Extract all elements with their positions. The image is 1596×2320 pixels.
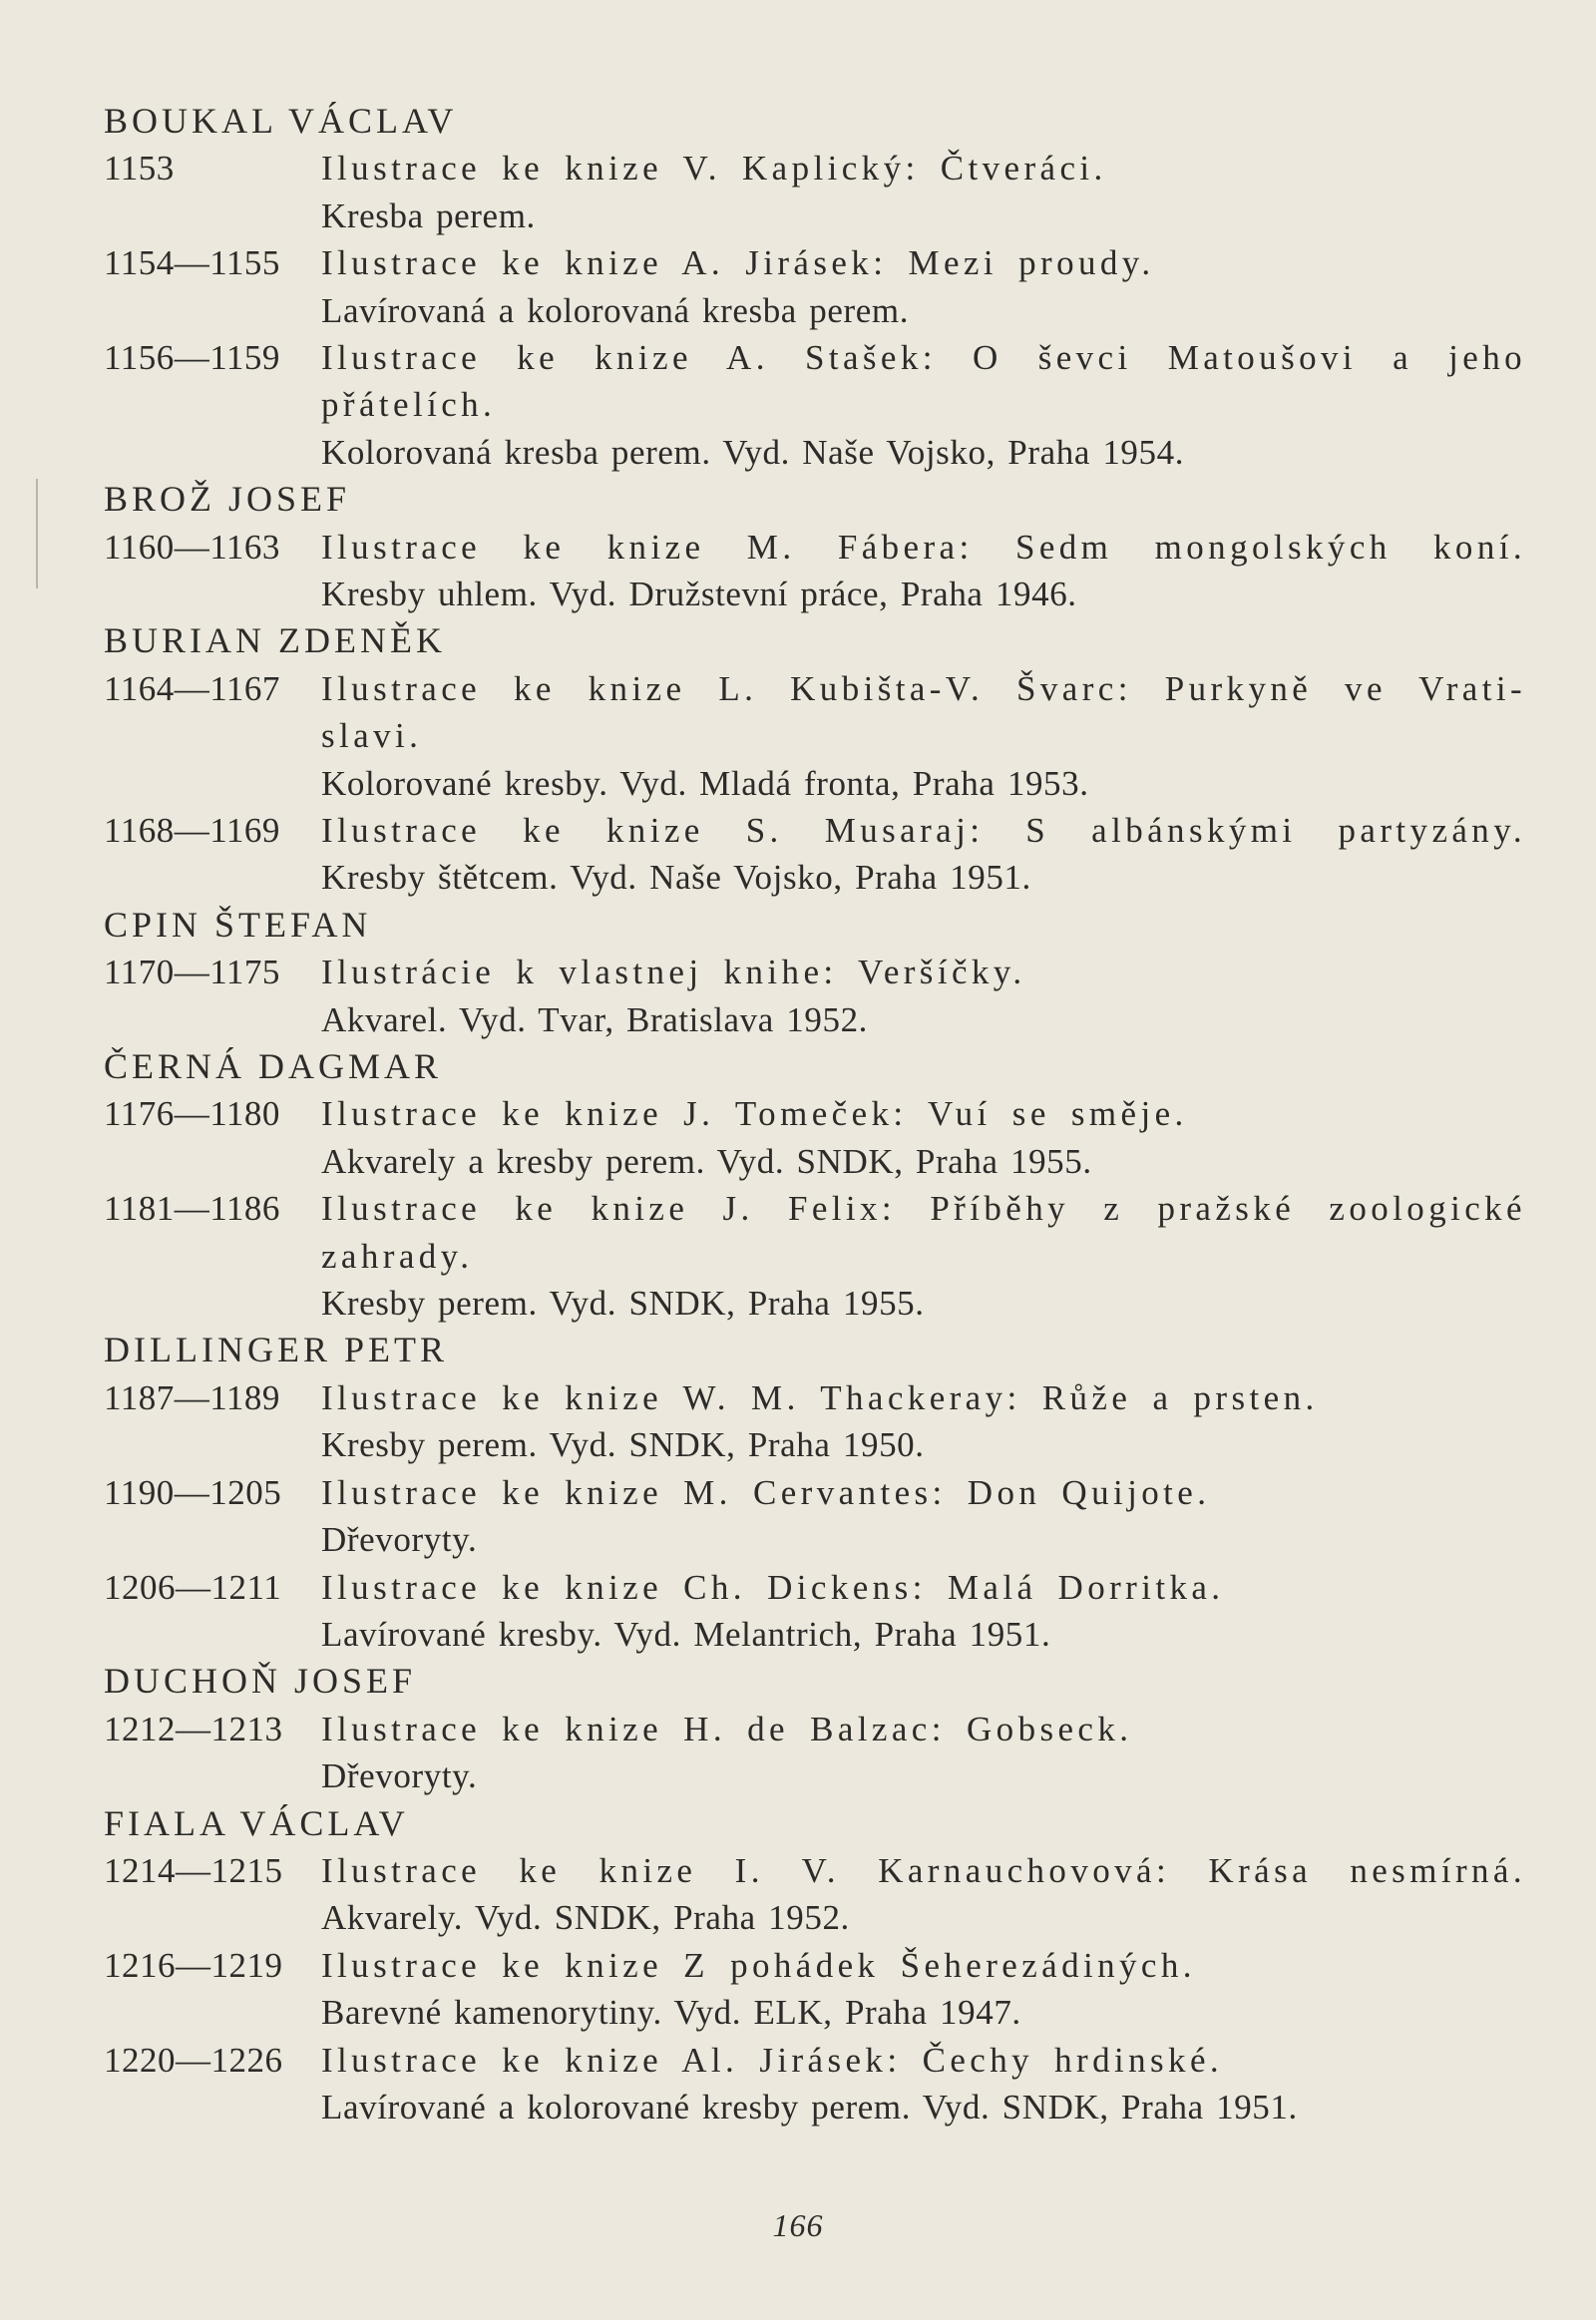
catalog-entry <box>104 2037 1526 2131</box>
entry-description: Kresba perem. <box>321 195 536 235</box>
entry-number: 1168—1169 <box>104 811 280 851</box>
catalog-entry <box>104 1185 1526 1327</box>
entry-text <box>321 1847 1526 1942</box>
entry-text <box>321 1942 1526 2037</box>
entry-title: Ilustrace ke knize S. Musaraj: S albánskými partyzány. <box>321 811 1526 851</box>
artist-section <box>104 617 1526 901</box>
entry-description: Kresby perem. Vyd. SNDK, Praha 1955. <box>321 1284 925 1324</box>
catalog-entry <box>104 145 1526 239</box>
entry-text <box>321 1374 1526 1469</box>
entry-description: Akvarely a kresby perem. Vyd. SNDK, Praha 1955. <box>321 1141 1092 1181</box>
entry-description: Lavírované a kolorované kresby perem. Vyd. SNDK, Praha 1951. <box>321 2087 1298 2127</box>
entry-number: 1212—1213 <box>104 1709 283 1748</box>
entry-text <box>321 145 1526 239</box>
entry-title-continuation: zahrady. <box>321 1236 474 1276</box>
entry-number: 1153 <box>104 149 175 189</box>
entry-number: 1176—1180 <box>104 1094 280 1134</box>
entry-number: 1181—1186 <box>104 1189 280 1229</box>
entry-number: 1170—1175 <box>104 953 280 992</box>
entry-title: Ilustrace ke knize M. Cervantes: Don Quijote. <box>321 1472 1211 1512</box>
entry-description: Kresby perem. Vyd. SNDK, Praha 1950. <box>321 1425 925 1465</box>
entry-title: Ilustrace ke knize Al. Jirásek: Čechy hrdinské. <box>321 2040 1224 2080</box>
catalog-entry <box>104 239 1526 334</box>
entry-number: 1220—1226 <box>104 2040 283 2080</box>
entry-title: Ilustrace ke knize L. Kubišta-V. Švarc: Purkyně ve Vrati- <box>321 668 1526 708</box>
entry-description: Dřevoryty. <box>321 1756 478 1796</box>
entry-number: 1164—1167 <box>104 668 280 708</box>
artist-name: ČERNÁ DAGMAR <box>104 1046 443 1087</box>
entry-number: 1154—1155 <box>104 243 280 283</box>
catalog-entry <box>104 1564 1526 1659</box>
entry-text <box>321 665 1526 807</box>
entry-title-continuation: přátelích. <box>321 385 497 425</box>
entry-description: Kolorované kresby. Vyd. Mladá fronta, Praha 1953. <box>321 763 1089 803</box>
artist-section <box>104 476 1526 617</box>
catalog-entry <box>104 334 1526 476</box>
entry-text <box>321 334 1526 476</box>
entry-description: Barevné kamenorytiny. Vyd. ELK, Praha 1947. <box>321 1993 1021 2033</box>
artist-name: DUCHOŇ JOSEF <box>104 1661 417 1702</box>
artist-name: BOUKAL VÁCLAV <box>104 101 458 141</box>
artist-section <box>104 1043 1526 1327</box>
entry-text <box>321 1469 1526 1564</box>
artist-section <box>104 902 1526 1043</box>
artist-name: CPIN ŠTEFAN <box>104 904 372 945</box>
artist-name: BROŽ JOSEF <box>104 479 351 520</box>
artist-section <box>104 1658 1526 1799</box>
entry-text <box>321 1706 1526 1800</box>
entry-number: 1160—1163 <box>104 527 280 567</box>
entry-title: Ilustrace ke knize M. Fábera: Sedm mongolských koní. <box>321 527 1526 567</box>
entry-number: 1216—1219 <box>104 1945 283 1985</box>
catalog-entry <box>104 1847 1526 1942</box>
entry-title: Ilustrace ke knize Ch. Dickens: Malá Dorritka. <box>321 1567 1225 1607</box>
entry-description: Kolorovaná kresba perem. Vyd. Naše Vojsko, Praha 1954. <box>321 432 1185 472</box>
entry-title: Ilustrace ke knize A. Jirásek: Mezi proudy. <box>321 243 1155 283</box>
entry-text <box>321 807 1526 902</box>
artist-name: BURIAN ZDENĚK <box>104 620 446 661</box>
entry-title: Ilustrace ke knize Z pohádek Šeherezádiných. <box>321 1945 1196 1985</box>
entry-text <box>321 1090 1526 1185</box>
entry-number: 1190—1205 <box>104 1472 282 1512</box>
entry-number: 1187—1189 <box>104 1377 280 1417</box>
entry-title: Ilustrace ke knize V. Kaplický: Čtveráci. <box>321 149 1107 189</box>
artist-name: DILLINGER PETR <box>104 1330 448 1370</box>
artist-name: FIALA VÁCLAV <box>104 1802 409 1843</box>
entry-description: Lavírovaná a kolorovaná kresba perem. <box>321 290 910 330</box>
entry-text <box>321 239 1526 334</box>
entry-title: Ilustrace ke knize W. M. Thackeray: Růže a prsten. <box>321 1377 1319 1417</box>
entry-description: Akvarely. Vyd. SNDK, Praha 1952. <box>321 1898 850 1938</box>
entry-title: Ilustrace ke knize J. Felix: Příběhy z pražské zoologické <box>321 1189 1526 1229</box>
entry-text <box>321 1185 1526 1327</box>
entry-description: Akvarel. Vyd. Tvar, Bratislava 1952. <box>321 999 869 1039</box>
entry-title: Ilustrácie k vlastnej knihe: Veršíčky. <box>321 953 1026 992</box>
artist-section <box>104 98 1526 476</box>
entry-number: 1156—1159 <box>104 338 280 378</box>
page-number: 166 <box>772 2207 824 2243</box>
catalog-content <box>104 98 1526 2130</box>
entry-title-continuation: slavi. <box>321 716 423 756</box>
entry-number: 1206—1211 <box>104 1567 282 1607</box>
catalog-entry <box>104 807 1526 902</box>
entry-text <box>321 1564 1526 1659</box>
entry-text <box>321 2037 1526 2131</box>
catalog-entry <box>104 1942 1526 2037</box>
entry-text <box>321 949 1526 1043</box>
artist-section <box>104 1327 1526 1658</box>
catalog-entry <box>104 665 1526 807</box>
entry-description: Dřevoryty. <box>321 1520 478 1560</box>
catalog-entry <box>104 1706 1526 1800</box>
entry-description: Kresby uhlem. Vyd. Družstevní práce, Praha 1946. <box>321 575 1077 614</box>
catalog-entry <box>104 949 1526 1043</box>
catalog-entry <box>104 524 1526 618</box>
catalog-entry <box>104 1374 1526 1469</box>
artist-section <box>104 1800 1526 2131</box>
entry-title: Ilustrace ke knize J. Tomeček: Vuí se směje. <box>321 1094 1188 1134</box>
catalog-entry <box>104 1090 1526 1185</box>
catalog-entry <box>104 1469 1526 1564</box>
entry-text <box>321 524 1526 618</box>
entry-title: Ilustrace ke knize A. Stašek: O ševci Matoušovi a jeho <box>321 338 1526 378</box>
entry-title: Ilustrace ke knize H. de Balzac: Gobseck. <box>321 1709 1133 1748</box>
entry-description: Kresby štětcem. Vyd. Naše Vojsko, Praha 1951. <box>321 858 1031 898</box>
entry-description: Lavírované kresby. Vyd. Melantrich, Praha 1951. <box>321 1614 1051 1654</box>
entry-title: Ilustrace ke knize I. V. Karnauchovová: Krása nesmírná. <box>321 1850 1526 1890</box>
entry-number: 1214—1215 <box>104 1850 283 1890</box>
margin-mark <box>36 479 38 588</box>
